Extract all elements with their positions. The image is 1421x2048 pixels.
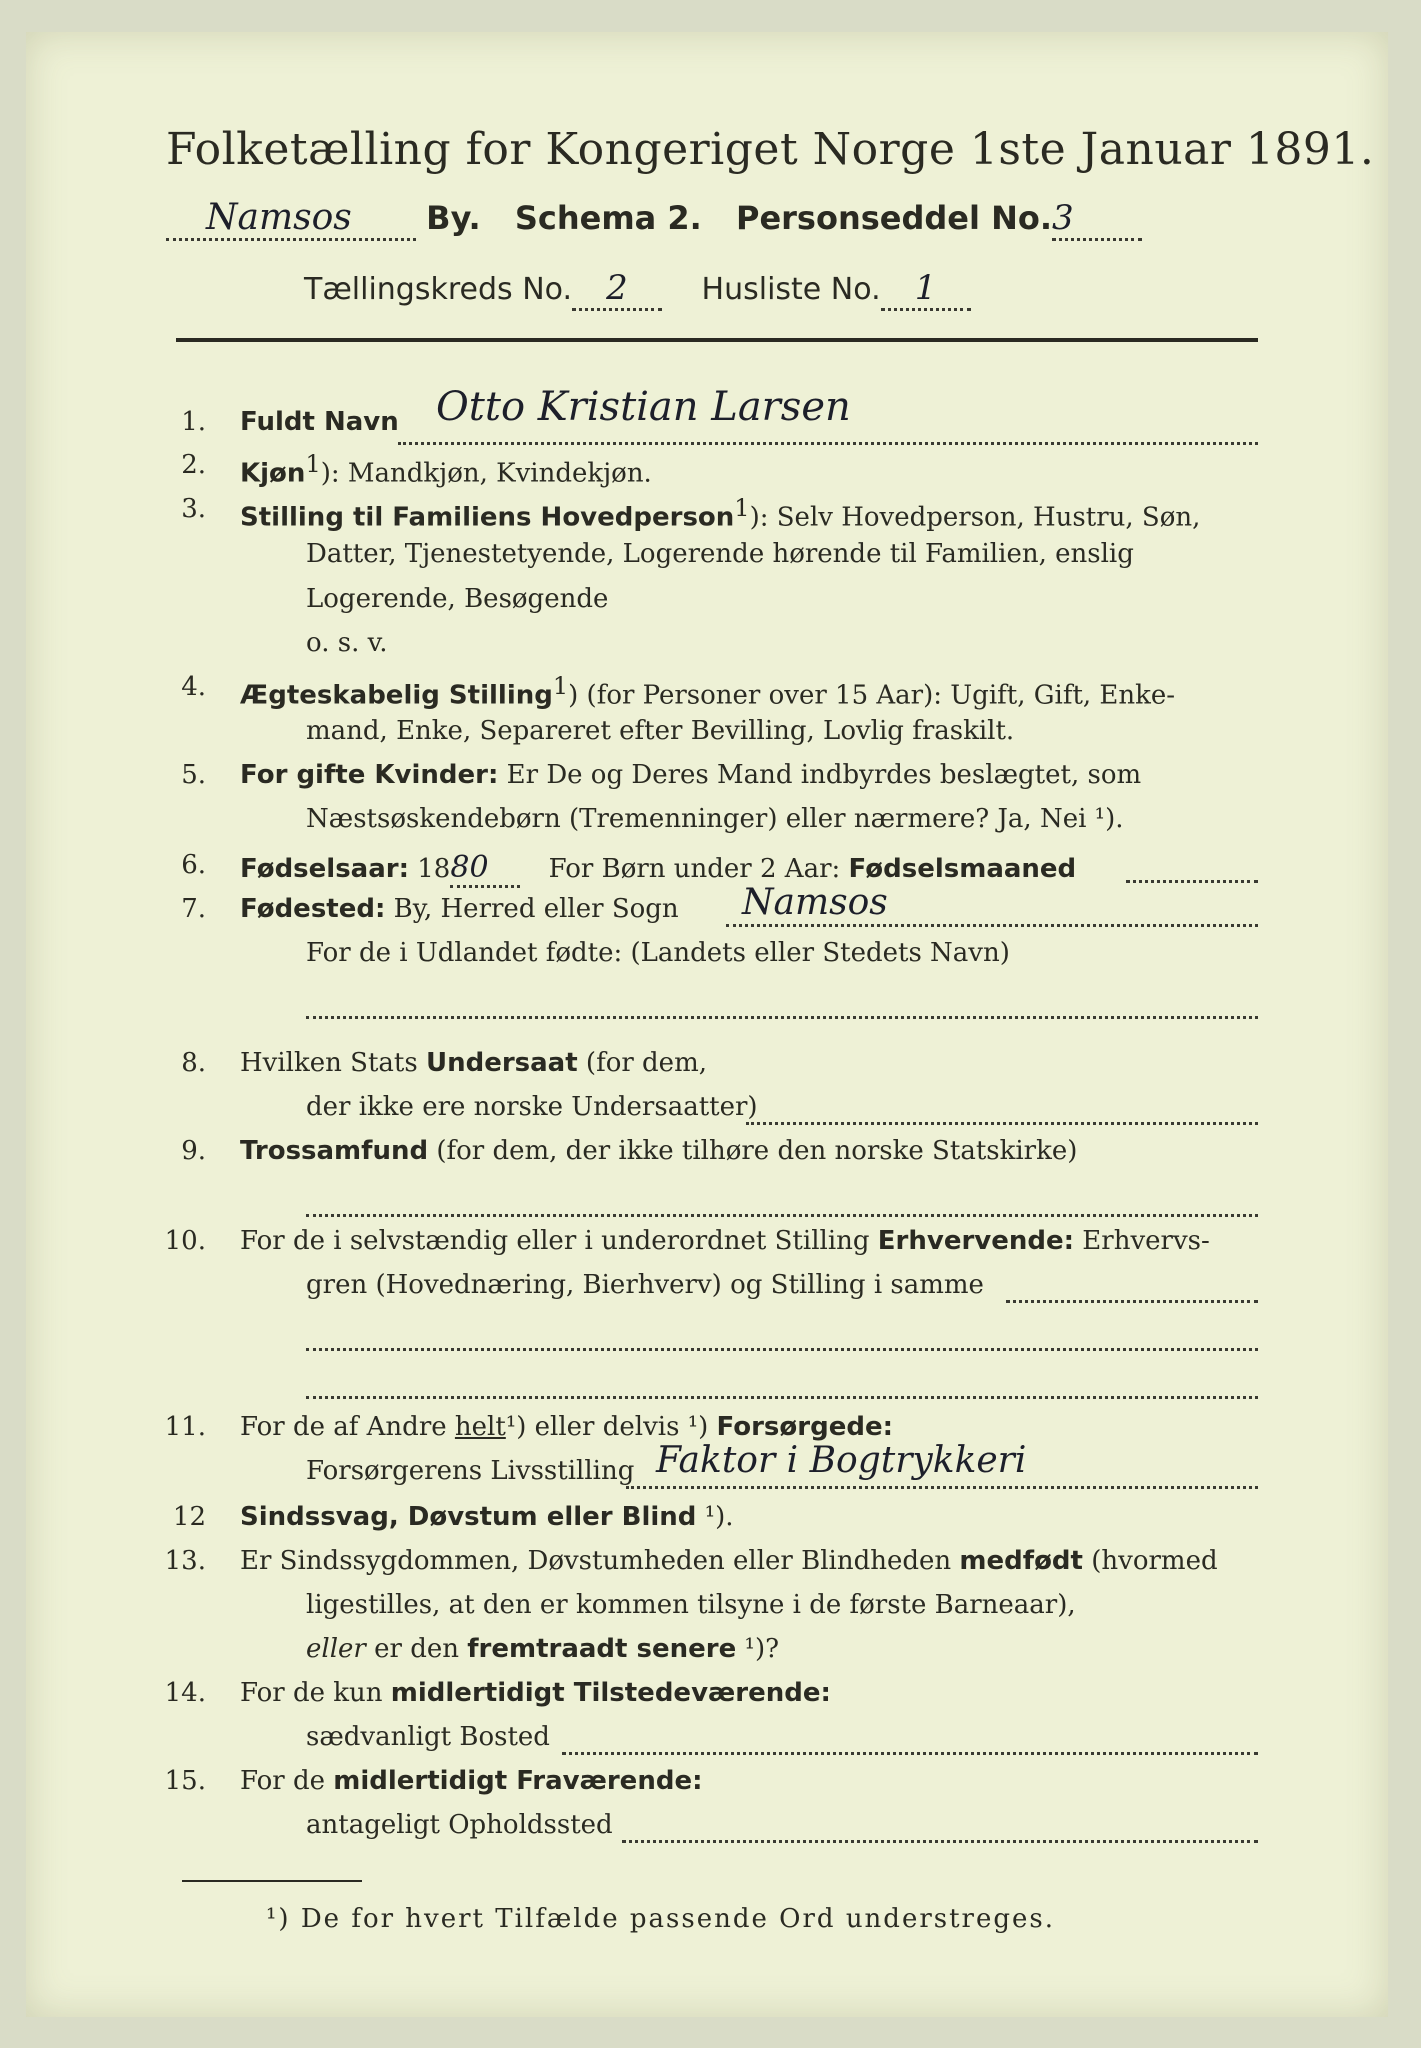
- kreds-label: Tællingskreds No.: [304, 272, 572, 307]
- field-label: midlertidigt Tilstedeværende:: [390, 1678, 831, 1708]
- footnote: ¹) De for hvert Tilfælde passende Ord understreges.: [266, 1904, 1056, 1934]
- field-text: For de: [240, 1766, 325, 1796]
- item-disability: [240, 1502, 734, 1532]
- field-label: Trossamfund: [240, 1136, 429, 1166]
- field-text-line2: Forsørgerens Livsstilling: [306, 1456, 635, 1486]
- field-text: Er Sindssygdommen, Døvstumheden eller Blindheden: [240, 1546, 952, 1576]
- personseddel-number: 3: [1052, 198, 1142, 241]
- field-text-line2: For de i Udlandet fødte: (Landets eller Stedets Navn): [306, 938, 1010, 968]
- field-label: Fuldt Navn: [240, 407, 399, 437]
- field-label-2: Fødselsmaaned: [848, 854, 1077, 884]
- item-number: 3.: [181, 494, 206, 524]
- kreds-number: 2: [572, 268, 662, 311]
- field-text-line4: o. s. v.: [306, 628, 388, 658]
- item-full-name: [240, 407, 399, 437]
- field-text: ): Selv Hovedperson, Hustru, Søn,: [749, 502, 1201, 533]
- field-text-3: er den: [374, 1634, 459, 1664]
- field-label: Undersaat: [425, 1048, 578, 1078]
- field-label: Fødested:: [240, 894, 386, 924]
- field-text-line2: Næstsøskendebørn (Tremenninger) eller nærmere? Ja, Nei ¹).: [306, 804, 1124, 834]
- item-number: 12: [172, 1502, 206, 1532]
- field-text: ¹).: [704, 1502, 734, 1532]
- item-number: 4.: [181, 672, 206, 702]
- usual-residence-line: [562, 1722, 1258, 1755]
- schema-label: Schema 2.: [514, 199, 702, 237]
- husliste-number: 1: [881, 268, 971, 311]
- by-label: By.: [426, 199, 481, 237]
- field-text: For Børn under 2 Aar:: [548, 854, 841, 884]
- footnote-marker: 1: [305, 450, 321, 478]
- religion-line: [306, 1184, 1258, 1217]
- item-number: 5.: [181, 760, 206, 790]
- field-label: For gifte Kvinder:: [240, 760, 499, 790]
- birthplace-handwritten: Namsos: [742, 882, 888, 923]
- field-label: Erhvervende:: [877, 1226, 1075, 1256]
- field-text-2: (for dem,: [585, 1048, 707, 1078]
- field-label: Fødselsaar:: [240, 854, 409, 884]
- personseddel-label: Personseddel No.: [735, 199, 1053, 237]
- field-text-line2: der ikke ere norske Undersaatter): [306, 1092, 758, 1122]
- item-number: 14.: [164, 1678, 206, 1708]
- occupation-line-1: [1006, 1270, 1258, 1303]
- field-label: Ægteskabelig Stilling: [240, 680, 553, 711]
- item-congenital: [240, 1546, 1218, 1576]
- item-number: 6.: [181, 850, 206, 880]
- field-text-2: Erhvervs-: [1082, 1226, 1210, 1256]
- field-text: ): Mandkjøn, Kvindekjøn.: [320, 458, 652, 489]
- census-form: [26, 32, 1388, 2017]
- item-temporary-present: [240, 1678, 831, 1708]
- item-marital-status: [240, 672, 1175, 711]
- item-birth-year: [240, 850, 1076, 888]
- field-text-2: (hvormed: [1091, 1546, 1218, 1576]
- item-number: 7.: [181, 894, 206, 924]
- field-label-2: fremtraadt senere: [467, 1634, 737, 1664]
- city-handwritten: Namsos: [166, 197, 416, 241]
- item-birthplace: [240, 894, 679, 924]
- husliste-label: Husliste No.: [701, 272, 881, 307]
- field-text-2: ¹) eller delvis ¹): [505, 1412, 709, 1442]
- item-family-position: [240, 494, 1200, 533]
- provider-occupation-handwritten: Faktor i Bogtrykkeri: [656, 1440, 1027, 1481]
- footnote-rule: [182, 1880, 362, 1882]
- name-handwritten: Otto Kristian Larsen: [436, 384, 851, 430]
- item-number: 2.: [181, 450, 206, 480]
- year-prefix: 18: [417, 854, 451, 884]
- item-temporary-absent: [240, 1766, 702, 1796]
- field-text: (for dem, der ikke tilhøre den norske Statskirke): [436, 1136, 1078, 1166]
- field-text-4: ¹)?: [744, 1634, 780, 1664]
- form-title: Folketælling for Kongeriget Norge 1ste Januar 1891.: [166, 124, 1375, 175]
- header-kreds-row: [304, 268, 971, 311]
- occupation-line-2: [306, 1318, 1258, 1351]
- eller-italic: eller: [306, 1634, 366, 1664]
- field-text-line2: antageligt Opholdssted: [306, 1810, 613, 1840]
- field-label: Sindssvag, Døvstum eller Blind: [240, 1502, 697, 1532]
- item-religion: [240, 1136, 1077, 1166]
- item-number: 8.: [181, 1048, 206, 1078]
- item-married-women: [240, 760, 1141, 790]
- birth-month-line: [1126, 850, 1258, 883]
- citizenship-line: [746, 1092, 1258, 1125]
- stay-location-line: [622, 1810, 1258, 1843]
- footnote-marker: 1: [734, 494, 750, 522]
- field-text: Hvilken Stats: [240, 1048, 418, 1078]
- field-label: medfødt: [959, 1546, 1083, 1576]
- field-text-line3: Logerende, Besøgende: [306, 584, 609, 614]
- field-text-line2: sædvanligt Bosted: [306, 1722, 550, 1752]
- item-number: 11.: [164, 1412, 206, 1442]
- field-label: Kjøn: [240, 458, 306, 489]
- field-label: Forsørgede:: [716, 1412, 893, 1442]
- header-divider: [176, 338, 1258, 342]
- birth-year-handwritten: 80: [450, 850, 520, 888]
- footnote-marker: 1: [552, 672, 569, 700]
- item-number: 10.: [164, 1226, 206, 1256]
- item-number: 9.: [181, 1136, 206, 1166]
- item-sex: [240, 450, 652, 489]
- field-text-line2: gren (Hovednæring, Bierhverv) og Stilling i samme: [306, 1270, 984, 1300]
- item-number: 1.: [181, 407, 206, 437]
- item-occupation: [240, 1226, 1210, 1256]
- helt-underlined: helt: [454, 1412, 506, 1442]
- header-city-row: [166, 197, 1142, 241]
- field-text-line2: ligestilles, at den er kommen tilsyne i de første Barneaar),: [306, 1590, 1076, 1620]
- item-number: 15.: [164, 1766, 206, 1796]
- item-supported: [240, 1412, 893, 1442]
- field-label: midlertidigt Fraværende:: [333, 1766, 703, 1796]
- field-text: ) (for Personer over 15 Aar): Ugift, Gift, Enke-: [568, 680, 1176, 711]
- foreign-birthplace-line: [306, 986, 1258, 1019]
- field-text: For de af Andre: [240, 1412, 447, 1442]
- occupation-line-3: [306, 1366, 1258, 1399]
- field-text-line2: Datter, Tjenestetyende, Logerende hørende til Familien, enslig: [306, 539, 1134, 569]
- field-text: By, Herred eller Sogn: [393, 894, 679, 924]
- field-text: Er De og Deres Mand indbyrdes beslægtet, som: [506, 760, 1142, 790]
- field-text: For de i selvstændig eller i underordnet Stilling: [240, 1226, 870, 1256]
- field-text-line2: mand, Enke, Separeret efter Bevilling, Lovlig fraskilt.: [306, 716, 1015, 746]
- field-label: Stilling til Familiens Hovedperson: [240, 502, 735, 533]
- field-text-line3: [306, 1634, 779, 1664]
- item-number: 13.: [164, 1546, 206, 1576]
- item-citizenship: [240, 1048, 707, 1078]
- field-text: For de kun: [240, 1678, 383, 1708]
